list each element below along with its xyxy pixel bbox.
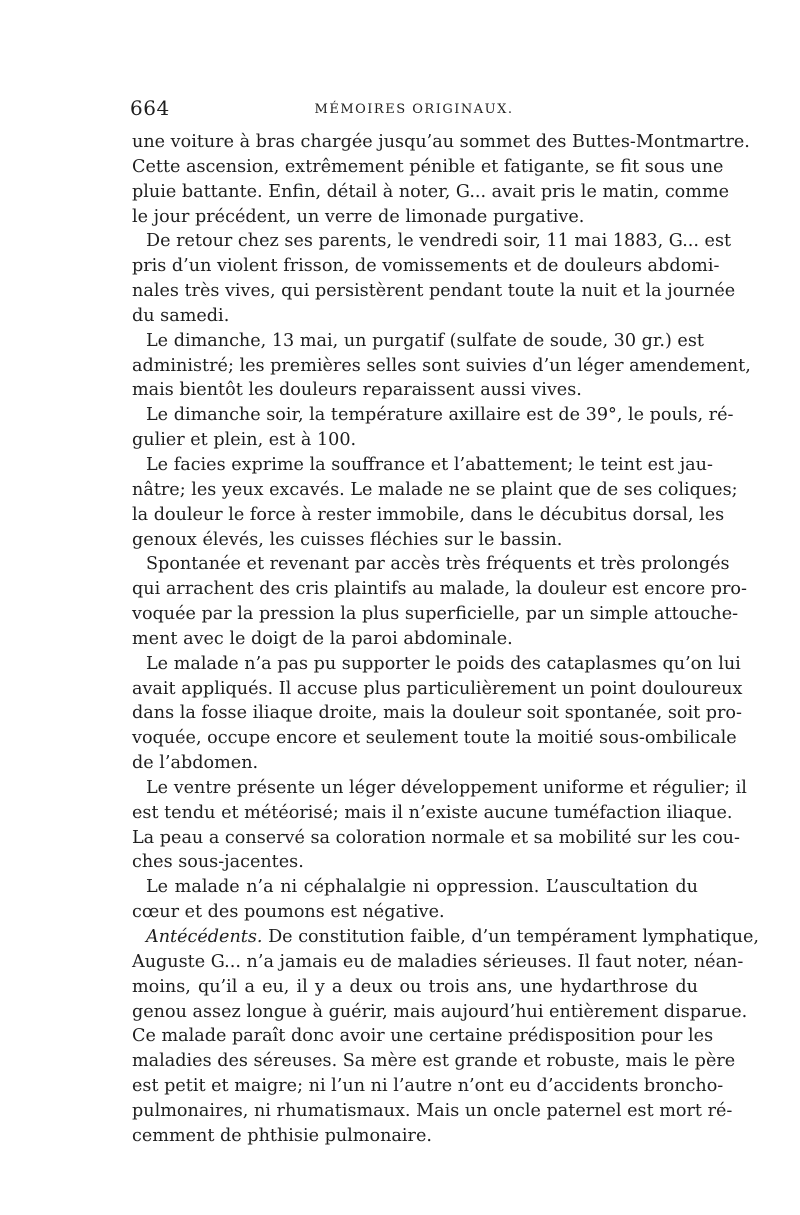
text-line: voquée par la pression la plus superficielle, par un simple attouche- <box>132 604 739 625</box>
text-line: est petit et maigre; ni l’un ni l’autre n’ont eu d’accidents broncho- <box>132 1076 724 1097</box>
text-line: Ce malade paraît donc avoir une certaine prédisposition pour les <box>132 1026 714 1047</box>
text-line: gulier et plein, est à 100. <box>132 430 357 451</box>
antecedents-heading: Antécédents. <box>146 927 263 947</box>
text-line: ment avec le doigt de la paroi abdominale. <box>132 628 513 649</box>
text-line: ches sous-jacentes. <box>132 852 304 873</box>
text-line: genoux élevés, les cuisses fléchies sur le bassin. <box>132 529 563 550</box>
text-line: pris d’un violent frisson, de vomissements et de douleurs abdomi- <box>132 256 720 277</box>
text-line: du samedi. <box>132 305 230 326</box>
running-head: MÉMOIRES ORIGINAUX. <box>314 102 514 117</box>
text-line: pluie battante. Enfin, détail à noter, G... avait pris le matin, comme <box>132 181 730 202</box>
text-line: le jour précédent, un verre de limonade purgative. <box>132 206 585 227</box>
text-line-content: De constitution faible, d’un tempérament lymphatique, <box>268 927 759 947</box>
text-line: pulmonaires, ni rhumatismaux. Mais un oncle paternel est mort ré- <box>132 1100 733 1121</box>
text-line: avait appliqués. Il accuse plus particulièrement un point douloureux <box>132 678 743 699</box>
text-line: mais bientôt les douleurs reparaissent aussi vives. <box>132 380 582 401</box>
text-line: de l’abdomen. <box>132 753 259 774</box>
page-header <box>130 96 698 124</box>
text-line: Le malade n’a ni céphalalgie ni oppression. L’auscultation du <box>146 877 698 898</box>
page-number: 664 <box>130 96 170 120</box>
text-line: De retour chez ses parents, le vendredi soir, 11 mai 1883, G... est <box>146 231 732 252</box>
text-line: administré; les premières selles sont suivies d’un léger amendement, <box>132 355 751 376</box>
text-line: Auguste G... n’a jamais eu de maladies sérieuses. Il faut noter, néan- <box>132 951 744 972</box>
body-text <box>132 130 759 1149</box>
text-line: Le dimanche, 13 mai, un purgatif (sulfate de soude, 30 gr.) est <box>146 330 704 351</box>
text-line: nales très vives, qui persistèrent pendant toute la nuit et la journée <box>132 281 736 302</box>
text-line: Le dimanche soir, la température axillaire est de 39°, le pouls, ré- <box>146 405 734 426</box>
text-line: qui arrachent des cris plaintifs au malade, la douleur est encore pro- <box>132 579 747 600</box>
text-line: voquée, occupe encore et seulement toute la moitié sous-ombilicale <box>132 728 737 749</box>
text-line: Le ventre présente un léger développement uniforme et régulier; il <box>146 777 747 798</box>
text-line: maladies des séreuses. Sa mère est grande et robuste, mais le père <box>132 1051 736 1072</box>
text-line: est tendu et météorisé; mais il n’existe aucune tuméfaction iliaque. <box>132 802 733 823</box>
text-line: genou assez longue à guérir, mais aujourd’hui entièrement disparue. <box>132 1001 748 1022</box>
text-line: une voiture à bras chargée jusqu’au sommet des Buttes-Montmartre. <box>132 132 750 152</box>
text-line: La peau a conservé sa coloration normale et sa mobilité sur les cou- <box>132 827 740 848</box>
text-line: Cette ascension, extrêmement pénible et fatigante, se fit sous une <box>132 156 724 177</box>
text-line: Spontanée et revenant par accès très fréquents et très prolongés <box>146 554 730 575</box>
text-line: cemment de phthisie pulmonaire. <box>132 1125 432 1146</box>
text-line: Le malade n’a pas pu supporter le poids des cataplasmes qu’on lui <box>146 653 741 674</box>
text-line: dans la fosse iliaque droite, mais la douleur soit spontanée, soit pro- <box>132 703 742 724</box>
text-line: cœur et des poumons est négative. <box>132 902 445 923</box>
text-line: la douleur le force à rester immobile, dans le décubitus dorsal, les <box>132 504 725 525</box>
text-line: nâtre; les yeux excavés. Le malade ne se plaint que de ses coliques; <box>132 479 738 500</box>
text-line: moins, qu’il a eu, il y a deux ou trois ans, une hydarthrose du <box>132 976 698 997</box>
text-line: Le facies exprime la souffrance et l’abattement; le teint est jau- <box>146 454 713 475</box>
text-line <box>132 925 759 950</box>
